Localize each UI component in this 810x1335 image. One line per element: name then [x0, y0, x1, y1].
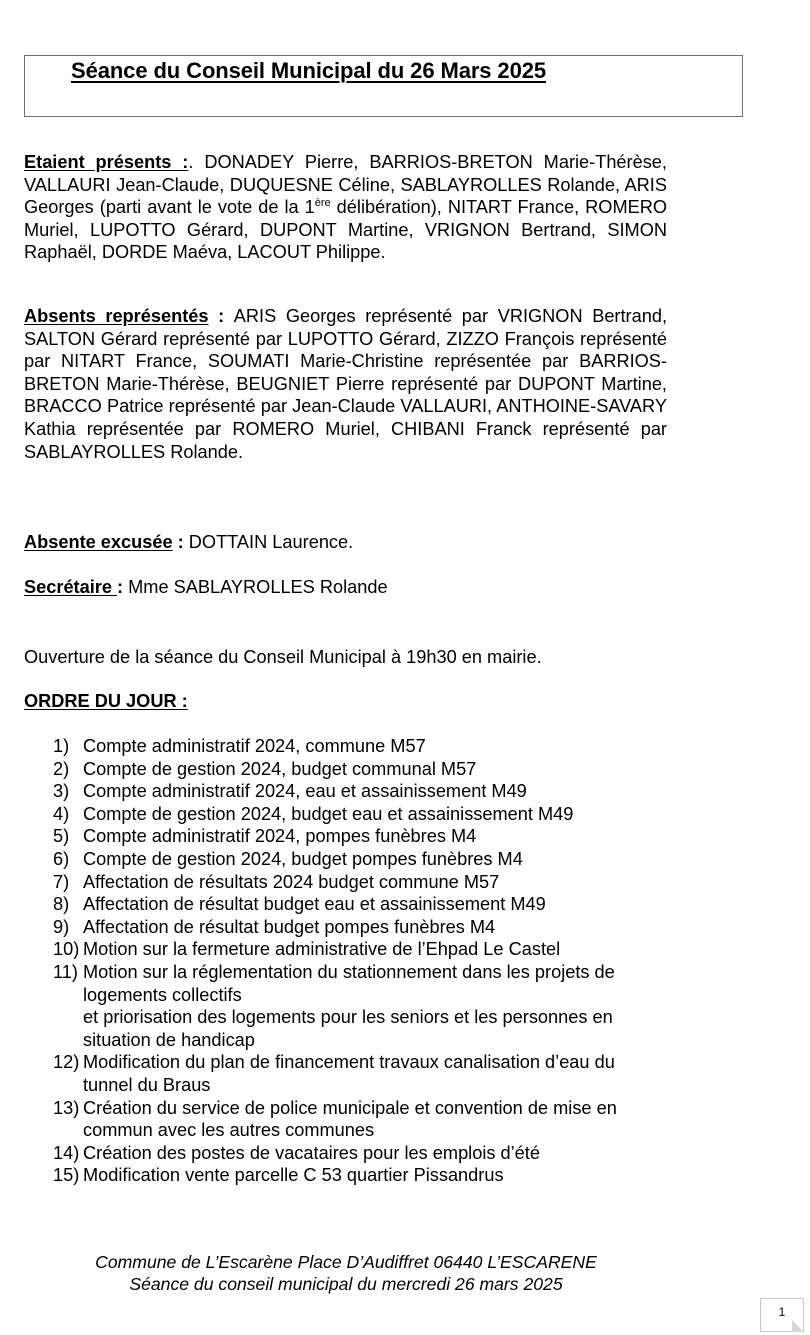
agenda-item-number: 9) [53, 916, 70, 937]
agenda-item-number: 12) [53, 1052, 80, 1073]
agenda-item-text: Modification du plan de financement travaux canalisation d’eau du [83, 1052, 615, 1073]
absente-excusee-paragraph [24, 531, 667, 554]
agenda-item-number: 8) [53, 894, 70, 915]
agenda-item [53, 1164, 693, 1187]
agenda-item [53, 871, 693, 894]
agenda-item-text: Affectation de résultats 2024 budget commune M57 [83, 871, 500, 892]
secretaire-text: Mme SABLAYROLLES Rolande [128, 577, 388, 597]
agenda-item-number: 1) [53, 736, 70, 756]
absents-representes-label: Absents représentés [24, 306, 209, 326]
ordre-du-jour-label: ORDRE DU JOUR : [24, 691, 188, 711]
agenda-item-number: 6) [53, 848, 70, 869]
agenda-item [53, 803, 693, 826]
agenda-item [53, 848, 693, 871]
agenda-item-text: Compte administratif 2024, commune M57 [83, 736, 426, 756]
footer-session: Séance du conseil municipal du mercredi 26 mars 2025 [129, 1274, 563, 1294]
presents-paragraph [24, 151, 667, 264]
absents-representes-separator: : [208, 306, 234, 326]
presents-superscript: ère [314, 197, 331, 210]
agenda-item-text: tunnel du Braus [83, 1074, 211, 1095]
agenda-item-number: 3) [53, 781, 70, 802]
page-title: Séance du Conseil Municipal du 26 Mars 2025 [71, 58, 546, 83]
page-number-badge [760, 1298, 804, 1332]
agenda-item-number: 14) [53, 1142, 80, 1163]
agenda-item [53, 1142, 693, 1165]
presents-text-end: délibération), NITART France, ROMERO Muriel, LUPOTTO Gérard, DUPONT Martine, VRIGNON Bertrand, SIMON Raphaël, DORDE Maéva, LACOUT Philippe. [24, 197, 668, 263]
agenda-item-text: Création du service de police municipale et convention de mise en [83, 1097, 617, 1118]
agenda-item-text: Affectation de résultat budget pompes funèbres M4 [83, 916, 496, 937]
agenda-item-text: Affectation de résultat budget eau et assainissement M49 [83, 894, 546, 915]
secretaire-paragraph [24, 576, 667, 599]
secretaire-label: Secrétaire [24, 577, 118, 597]
footer-address: Commune de L’Escarène Place D’Audiffret 06440 L’ESCARENE [95, 1252, 597, 1272]
absents-representes-paragraph [24, 305, 667, 463]
agenda-item-number: 11) [53, 961, 78, 982]
presents-label: Etaient présents : [24, 152, 189, 172]
presents-text-start: . DONADEY Pierre, BARRIOS-BRETON Marie-Thérèse, VALLAURI Jean-Claude, DUQUESNE Céline, SABLAYROLLES Rolande, ARIS Georges (parti avant le vote de la 1 [24, 152, 667, 218]
agenda-item [53, 780, 693, 803]
agenda-item-text: logements collectifs [83, 984, 242, 1005]
agenda-item-text: Motion sur la réglementation du stationnement dans les projets de [83, 961, 615, 982]
agenda-item [53, 1051, 693, 1096]
agenda-item [53, 938, 693, 961]
ouverture-paragraph: Ouverture de la séance du Conseil Municipal à 19h30 en mairie. [24, 647, 542, 667]
agenda-item [53, 1097, 693, 1142]
title-box [24, 55, 743, 117]
page-number: 1 [778, 1305, 786, 1319]
agenda-item-text: et priorisation des logements pour les seniors et les personnes en [83, 1007, 613, 1028]
agenda-item [53, 735, 693, 758]
agenda-item-number: 4) [53, 803, 70, 824]
ordre-du-jour-heading [24, 690, 667, 713]
agenda-item [53, 961, 693, 1051]
agenda-item [53, 916, 693, 939]
agenda-item-text: commun avec les autres communes [83, 1120, 375, 1141]
agenda-item-text: Motion sur la fermeture administrative de l’Ehpad Le Castel [83, 939, 561, 960]
agenda-item-text: Modification vente parcelle C 53 quartier Pissandrus [83, 1165, 504, 1186]
agenda-item-number: 7) [53, 871, 70, 892]
agenda-item-text: Création des postes de vacataires pour les emplois d’été [83, 1142, 540, 1163]
page-curl-icon [792, 1320, 804, 1332]
agenda-item-text: Compte administratif 2024, pompes funèbres M4 [83, 826, 477, 847]
agenda-item-text: Compte de gestion 2024, budget communal M57 [83, 758, 477, 779]
agenda-item-number: 15) [53, 1165, 80, 1186]
agenda-item [53, 758, 693, 781]
agenda-item-text: Compte administratif 2024, eau et assainissement M49 [83, 781, 527, 802]
agenda-item-text: Compte de gestion 2024, budget pompes funèbres M4 [83, 848, 523, 869]
agenda-item [53, 825, 693, 848]
agenda-item-text: Compte de gestion 2024, budget eau et assainissement M49 [83, 803, 574, 824]
secretaire-separator: : [117, 577, 129, 597]
agenda-item-number: 10) [53, 939, 80, 960]
agenda-item-number: 2) [53, 758, 70, 779]
agenda-list [53, 735, 693, 1187]
absents-representes-text: ARIS Georges représenté par VRIGNON Bertrand, SALTON Gérard représenté par LUPOTTO Gérard, ZIZZO François représenté par NITART France, SOUMATI Marie-Christine représentée par BARRIOS-BRETON Marie-Thérèse, BEUGNIET Pierre représenté par DUPONT Martine, BRACCO Patrice représenté par Jean-Claude VALLAURI, ANTHOINE-SAVARY Kathia représentée par ROMERO Muriel, CHIBANI Franck représenté par SABLAYROLLES Rolande. [24, 306, 667, 462]
absente-excusee-text: DOTTAIN Laurence. [188, 532, 354, 552]
absente-excusee-label: Absente excusée [24, 532, 173, 552]
absente-excusee-separator: : [172, 532, 189, 552]
agenda-item-number: 5) [53, 826, 70, 847]
agenda-item-text: situation de handicap [83, 1029, 255, 1050]
agenda-item-number: 13) [53, 1097, 80, 1118]
agenda-item [53, 893, 693, 916]
